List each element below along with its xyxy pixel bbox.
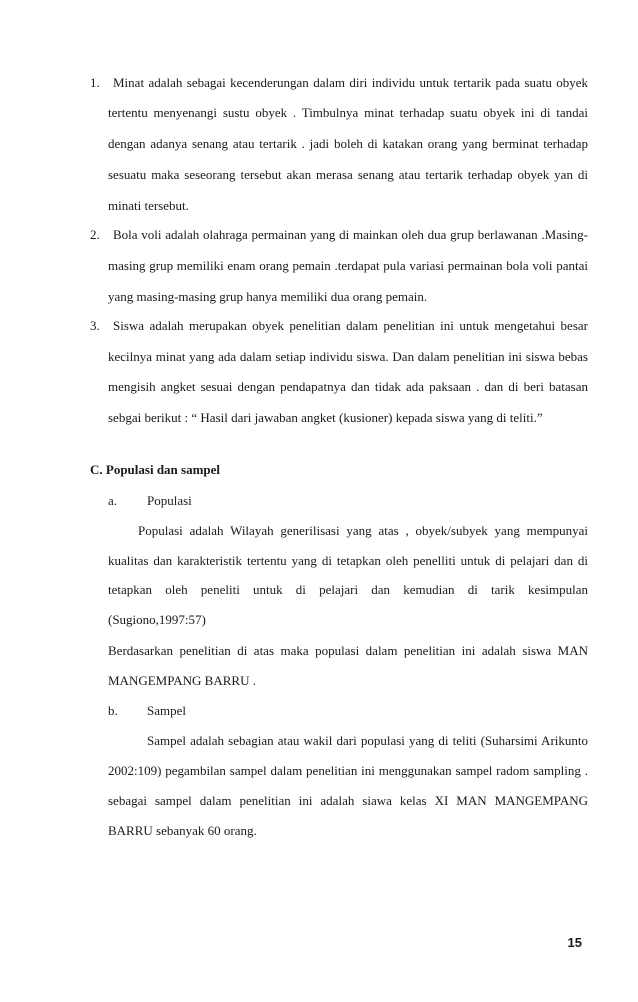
populasi-conclusion-line-1: Berdasarkan penelitian di atas maka populasi dalam penelitian ini adalah siswa MAN — [108, 643, 588, 658]
subsection-a-title: Populasi — [147, 493, 192, 508]
item-2-line-2: masing grup memiliki enam orang pemain .terdapat pula variasi permainan bola voli pantai — [108, 258, 588, 273]
list-number-3: 3. — [90, 318, 100, 333]
populasi-line-2: kualitas dan karakteristik tertentu yang di tetapkan oleh penelliti untuk di pelajari dan di — [108, 553, 588, 568]
populasi-line-1: Populasi adalah Wilayah generilisasi yang atas , obyek/subyek yang mempunyai — [138, 523, 588, 538]
item-1-line-3: dengan adanya senang atau tertarik . jadi boleh di katakan orang yang berminat terhadap — [108, 136, 588, 151]
populasi-line-3: tetapkan oleh peneliti untuk di pelajari dan kemudian di tarik kesimpulan — [108, 582, 588, 597]
sampel-line-2: 2002:109) pegambilan sampel dalam penelitian ini menggunakan sampel radom sampling . — [108, 763, 588, 778]
populasi-line-4: (Sugiono,1997:57) — [108, 612, 206, 627]
sampel-line-3: sebagai sampel dalam penelitian ini adalah siawa kelas XI MAN MANGEMPANG — [108, 793, 588, 808]
page-number: 15 — [567, 935, 582, 950]
sampel-line-4: BARRU sebanyak 60 orang. — [108, 823, 257, 838]
subsection-a-label: a. — [108, 493, 118, 508]
list-number-2: 2. — [90, 227, 100, 242]
item-2-line-1: Bola voli adalah olahraga permainan yang di mainkan oleh dua grup berlawanan .Masing- — [113, 227, 588, 242]
item-1-line-5: minati tersebut. — [108, 198, 189, 213]
item-3-line-2: kecilnya minat yang ada dalam setiap individu siswa. Dan dalam penelitian ini siswa bebas — [108, 349, 588, 364]
subsection-b-title: Sampel — [147, 703, 186, 718]
item-1-line-2: tertentu menyenangi sustu obyek . Timbulnya minat terhadap suatu obyek ini di tandai — [108, 105, 588, 120]
populasi-conclusion-line-2: MANGEMPANG BARRU . — [108, 673, 256, 688]
item-3-line-1: Siswa adalah merupakan obyek penelitian dalam penelitian ini untuk mengetahui besar — [113, 318, 588, 333]
list-number-1: 1. — [90, 75, 100, 90]
item-2-line-3: yang masing-masing grup hanya memiliki dua orang pemain. — [108, 289, 428, 304]
item-3-line-3: mengisih angket sesuai dengan pendapatnya dan tidak ada paksaan . dan di beri batasan — [108, 379, 588, 394]
section-heading: C. Populasi dan sampel — [90, 462, 221, 477]
subsection-b-label: b. — [108, 703, 118, 718]
item-1-line-4: sesuatu maka seseorang tersebut akan merasa senang atau tertarik terhadap obyek yan di — [108, 167, 588, 182]
item-3-line-4: sebgai berikut : “ Hasil dari jawaban angket (kusioner) kepada siswa yang di teliti.” — [108, 410, 543, 425]
sampel-line-1: Sampel adalah sebagian atau wakil dari populasi yang di teliti (Suharsimi Arikunto — [147, 733, 588, 748]
item-1-line-1: Minat adalah sebagai kecenderungan dalam diri individu untuk tertarik pada suatu obyek — [113, 75, 588, 90]
